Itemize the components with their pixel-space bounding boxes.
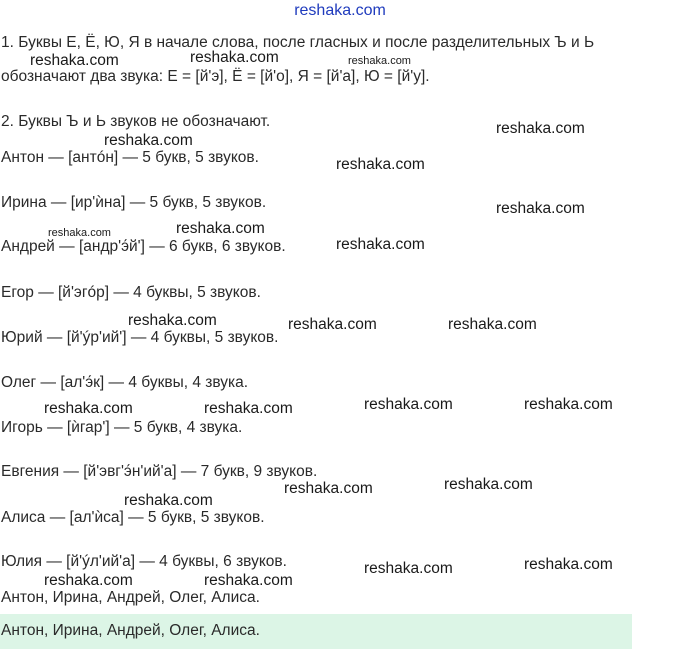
watermark: reshaka.com [204, 400, 293, 417]
word-anton: Антон — [антóн] — 5 букв, 5 звуков. [1, 149, 259, 166]
word-yuliya: Юлия — [й'ýл'ий'а] — 4 буквы, 6 звуков. [1, 553, 287, 570]
watermark: reshaka.com [104, 132, 193, 149]
answer-box [0, 614, 632, 649]
word-andrey: Андрей — [андр'э́й'] — 6 букв, 6 звуков. [1, 238, 286, 255]
watermark: reshaka.com [288, 316, 377, 333]
word-oleg: Олег — [ал'э́к] — 4 буквы, 4 звука. [1, 374, 249, 391]
rule-1-line-1: 1. Буквы Е, Ё, Ю, Я в начале слова, после гласных и после разделительных Ъ и Ь [1, 34, 595, 51]
word-egor: Егор — [й'эгóр] — 4 буквы, 5 звуков. [1, 284, 261, 301]
watermark: reshaka.com [124, 492, 213, 509]
word-alisa: Алиса — [ал'ѝса] — 5 букв, 5 звуков. [1, 509, 265, 526]
watermark: reshaka.com [496, 200, 585, 217]
watermark: reshaka.com [336, 156, 425, 173]
watermark: reshaka.com [444, 476, 533, 493]
answer-text: Антон, Ирина, Андрей, Олег, Алиса. [1, 622, 260, 639]
watermark: reshaka.com [524, 396, 613, 413]
watermark: reshaka.com [364, 396, 453, 413]
watermark: reshaka.com [30, 52, 119, 69]
watermark: reshaka.com [48, 227, 111, 239]
watermark: reshaka.com [348, 55, 411, 67]
word-igor: Игорь — [ѝгар'] — 5 букв, 4 звука. [1, 419, 243, 436]
watermark: reshaka.com [284, 480, 373, 497]
watermark: reshaka.com [204, 572, 293, 589]
rule-1-line-2: обозначают два звука: Е = [й'э], Ё = [й'о], Я = [й'а], Ю = [й'у]. [1, 68, 430, 85]
site-title[interactable]: reshaka.com [294, 2, 386, 19]
watermark: reshaka.com [448, 316, 537, 333]
watermark: reshaka.com [524, 556, 613, 573]
word-yuriy: Юрий — [й'ýр'ий'] — 4 буквы, 5 звуков. [1, 329, 279, 346]
watermark: reshaka.com [44, 572, 133, 589]
rule-2: 2. Буквы Ъ и Ь звуков не обозначают. [1, 113, 271, 130]
word-evgeniya: Евгения — [й'эвг'э́н'ий'а] — 7 букв, 9 звуков. [1, 463, 318, 480]
watermark: reshaka.com [364, 560, 453, 577]
watermark: reshaka.com [336, 236, 425, 253]
watermark: reshaka.com [190, 49, 279, 66]
watermark: reshaka.com [176, 220, 265, 237]
watermark: reshaka.com [44, 400, 133, 417]
word-irina: Ирина — [ир'ѝна] — 5 букв, 5 звуков. [1, 194, 267, 211]
conclusion: Антон, Ирина, Андрей, Олег, Алиса. [1, 589, 260, 606]
watermark: reshaka.com [496, 120, 585, 137]
watermark: reshaka.com [128, 312, 217, 329]
